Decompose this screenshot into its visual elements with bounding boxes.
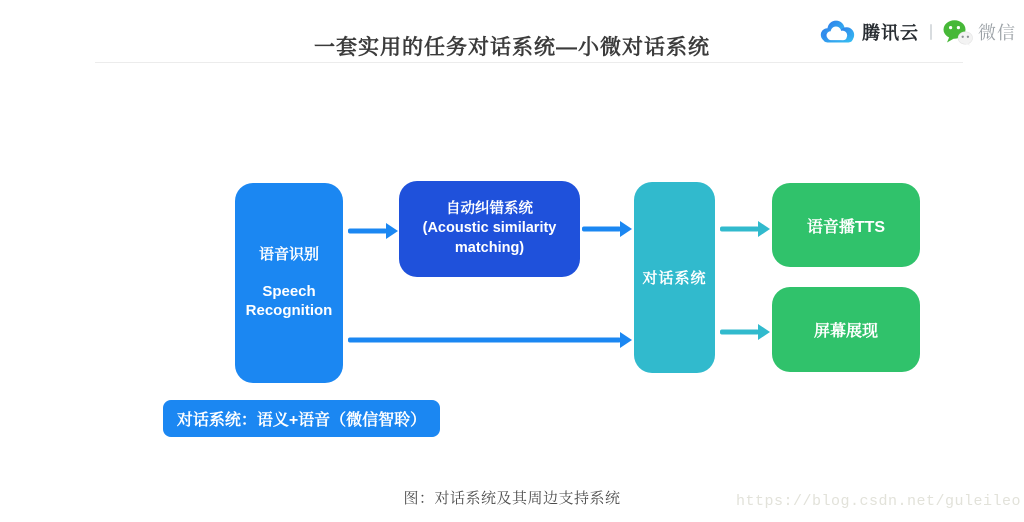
node-correction-label-en: (Acoustic similarity matching) [422,220,557,256]
node-screen-output [772,287,920,372]
watermark-url: https://blog.csdn.net/guleileo [735,493,1021,510]
page-title: 一套实用的任务对话系统—小微对话系统 [314,36,710,59]
arrow-speech-to-correction [348,222,398,239]
dialog-system-banner: 对话系统：语义+语音（微信智聆） [163,400,440,437]
node-correction-label-cn: 自动纠错系统 [446,200,533,217]
tencent-cloud-icon [817,18,857,46]
arrow-correction-to-dialog [582,220,632,237]
wechat-wordmark: 微信 [978,23,1016,43]
node-screen-label: 屏幕展现 [813,323,878,340]
tencent-cloud-wordmark: 腾讯云 [862,23,919,43]
node-tts-output [772,183,920,267]
brand-separator [930,24,932,40]
arrow-dialog-to-screen [720,323,770,340]
node-speech-label-en: Speech Recognition [245,282,333,320]
node-dialog-label: 对话系统 [642,270,707,287]
node-speech-recognition [235,183,343,383]
header-divider [95,62,963,63]
node-auto-correction [399,181,580,277]
arrow-dialog-to-tts [720,220,770,237]
node-speech-label-cn: 语音识别 [258,246,319,264]
figure-caption: 图：对话系统及其周边支持系统 [403,490,621,507]
node-dialog-system [634,182,715,373]
arrow-speech-to-dialog [348,331,632,348]
wechat-icon [943,19,973,46]
brand-logos [817,16,1016,48]
node-tts-label: 语音播TTS [806,218,886,236]
